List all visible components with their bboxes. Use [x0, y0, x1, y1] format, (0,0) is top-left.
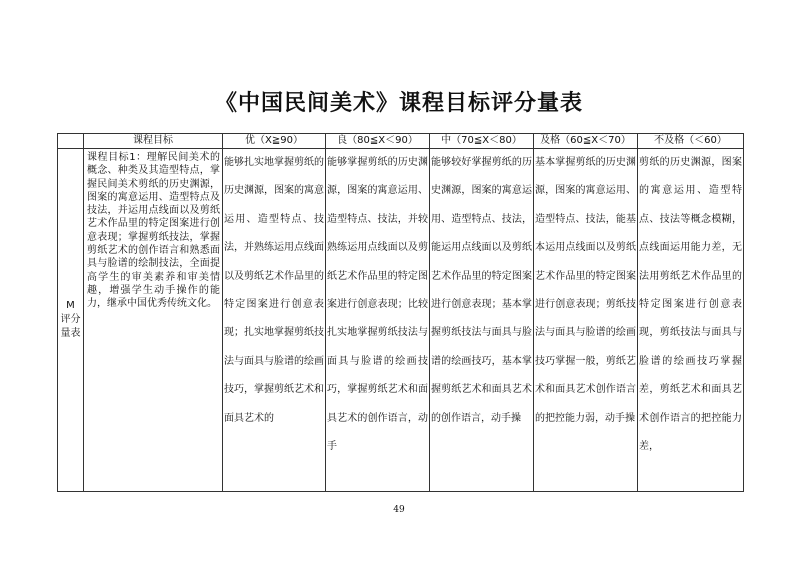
medium-criteria-cell: 能够较好掌握剪纸的历史渊源，图案的寓意运用、造型特点、技法，能运用点线面以及剪纸艺术作品里的特定图案进行创意表现；基本掌握剪纸技法与面具与脸谱的绘画技巧，基本掌握剪纸艺术和面具艺术的创作语言，动手操 — [430, 149, 534, 492]
excellent-criteria-cell: 能够扎实地掌握剪纸的历史渊源，图案的寓意运用、造型特点、技法，并熟练运用点线面以及剪纸艺术作品里的特定图案进行创意表现；扎实地掌握剪纸技法与面具与脸谱的绘画技巧，掌握剪纸艺术和面具艺术的 — [223, 149, 326, 492]
pass-criteria-cell: 基本掌握剪纸的历史渊源，图案的寓意运用、造型特点、技法，能基本运用点线面以及剪纸艺术作品里的特定图案进行创意表现；剪纸技法与面具与脸谱的绘画技巧掌握一般，剪纸艺术和面具艺术创作语言的把控能力弱，动手操 — [534, 149, 638, 492]
header-excellent: 优（X≧90） — [223, 134, 326, 149]
row-label-line: 量表 — [60, 328, 81, 339]
document-title: 《中国民间美术》课程目标评分量表 — [214, 90, 583, 116]
header-corner-cell — [58, 134, 84, 149]
header-good: 良（80≦X＜90） — [326, 134, 430, 149]
row-label-line: M — [66, 300, 75, 311]
header-row — [58, 134, 744, 149]
row-label-cell — [58, 149, 84, 492]
fail-criteria-cell: 剪纸的历史渊源，图案的寓意运用、造型特点、技法等概念模糊，点线面运用能力差，无法用剪纸艺术作品里的特定图案进行创意表现，剪纸技法与面具与脸谱的绘画技巧掌握差，剪纸艺术和面具艺术创作语言的把控能力差， — [638, 149, 744, 492]
table-row — [58, 149, 744, 492]
good-criteria-cell: 能够掌握剪纸的历史渊源，图案的寓意运用、造型特点、技法，并较熟练运用点线面以及剪纸艺术作品里的特定图案进行创意表现；比较扎实地掌握剪纸技法与面具与脸谱的绘画技巧，掌握剪纸艺术和面具艺术的创作语言，动手 — [326, 149, 430, 492]
row-label-line: 评分 — [60, 314, 81, 325]
header-course-goal: 课程目标 — [84, 134, 223, 149]
header-fail: 不及格（＜60） — [638, 134, 744, 149]
course-goal-cell: 课程目标1：理解民间美术的概念、种类及其造型特点，掌握民间美术剪纸的历史渊源，图案的寓意运用、造型特点及技法，并运用点线面以及剪纸艺术作品里的特定图案进行创意表现；掌握剪纸技法，掌握剪纸艺术的创作语言和熟悉面具与脸谱的绘制技法，全面提高学生的审美素养和审美情趣，增强学生动手操作的能力，继承中国优秀传统文化。 — [84, 149, 223, 492]
header-medium: 中（70≦X＜80） — [430, 134, 534, 149]
page-number: 49 — [393, 505, 405, 515]
header-pass: 及格（60≦X＜70） — [534, 134, 638, 149]
grading-table — [57, 133, 744, 492]
